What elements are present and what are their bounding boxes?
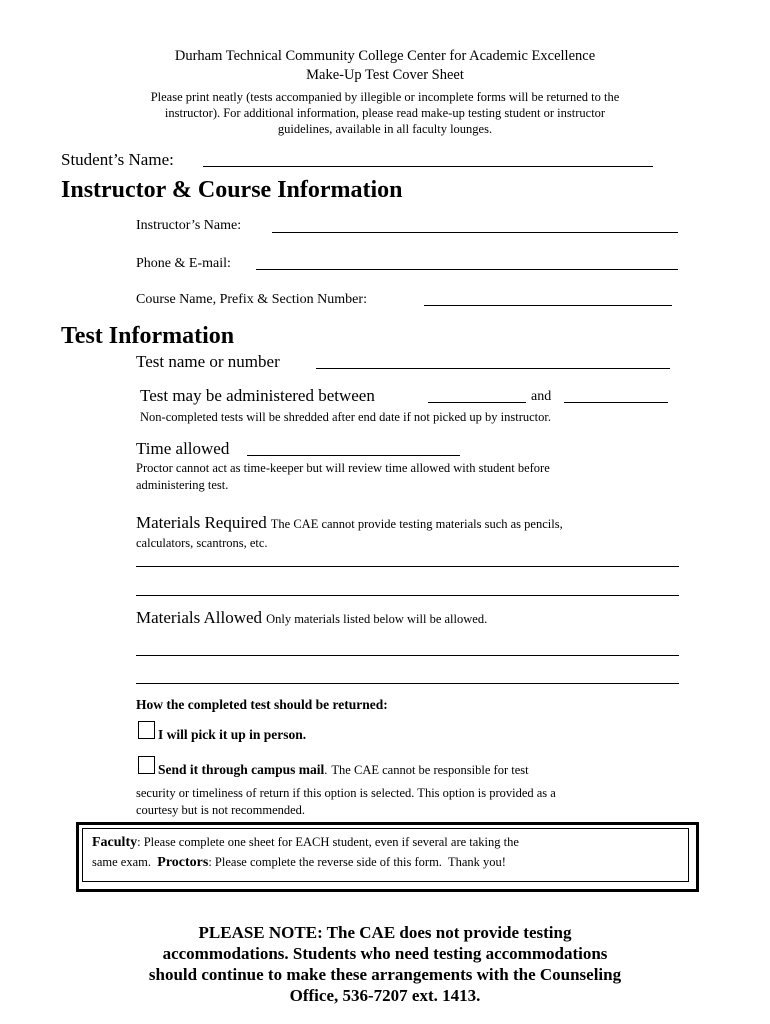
end-date-field[interactable] [564,402,668,403]
bottom-note-line-1: PLEASE NOTE: The CAE does not provide testing [198,923,572,942]
materials-allowed-label: Materials Allowed [136,608,263,627]
faculty-line-1 [92,835,519,851]
return-heading: How the completed test should be returned: [136,697,388,712]
administered-between-label: Test may be administered between [140,386,375,405]
campus-mail-row [158,761,529,779]
materials-required-row [136,513,563,533]
materials-allowed-note: Only materials listed below will be allowed. [266,612,488,626]
course-field[interactable] [424,305,672,306]
proctors-text: : Please complete the reverse side of this form. Thank you! [208,855,506,869]
instructor-name-field[interactable] [272,232,678,233]
form-title: Durham Technical Community College Center for Academic Excellence [174,48,596,64]
instructions-line-3: guidelines, available in all faculty lounges. [277,122,493,136]
pickup-checkbox[interactable] [138,721,155,739]
instructions-line-1: Please print neatly (tests accompanied by illegible or incomplete forms will be returned to the [150,90,620,104]
faculty-label: Faculty [92,835,138,850]
faculty-line-2 [92,855,506,871]
faculty-line-2-start: same exam. [92,855,158,869]
campus-mail-note-line-2: security or timeliness of return if this option is selected. This option is provided as a [136,786,556,800]
materials-allowed-field-2[interactable] [136,683,679,684]
test-name-field[interactable] [316,368,670,369]
proctor-note-line-1: Proctor cannot act as time-keeper but will review time allowed with student before [136,461,550,475]
materials-required-note: The CAE cannot provide testing materials such as pencils, [270,517,563,531]
campus-mail-label: Send it through campus mail [158,762,325,777]
time-allowed-field[interactable] [247,455,460,456]
form-subtitle: Make-Up Test Cover Sheet [306,67,464,83]
bottom-note-line-4: Office, 536-7207 ext. 1413. [289,986,481,1005]
campus-mail-checkbox[interactable] [138,756,155,774]
instructions-line-2: instructor). For additional information, please read make-up testing student or instructor [164,106,606,120]
test-name-label: Test name or number [136,352,280,371]
materials-allowed-field-1[interactable] [136,655,679,656]
bottom-note-line-2: accommodations. Students who need testing accommodations [162,944,608,963]
campus-mail-period: . [324,763,328,777]
shred-note: Non-completed tests will be shredded after end date if not picked up by instructor. [140,410,551,424]
materials-allowed-row [136,608,487,628]
student-name-label: Student’s Name: [61,150,174,169]
start-date-field[interactable] [428,402,526,403]
proctors-label: Proctors [157,855,209,870]
campus-mail-note: The CAE cannot be responsible for test [331,763,529,777]
instructor-section-heading: Instructor & Course Information [61,177,403,203]
materials-required-field-1[interactable] [136,566,679,567]
test-section-heading: Test Information [61,323,235,349]
and-label: and [531,389,552,404]
faculty-text: : Please complete one sheet for EACH student, even if several are taking the [137,835,519,849]
time-allowed-label: Time allowed [136,439,230,458]
campus-mail-note-line-3: courtesy but is not recommended. [136,803,306,817]
student-name-field[interactable] [203,166,653,167]
pickup-label: I will pick it up in person. [158,727,307,742]
materials-required-field-2[interactable] [136,595,679,596]
proctor-note-line-2: administering test. [136,478,229,492]
instructor-name-label: Instructor’s Name: [136,218,242,233]
course-label: Course Name, Prefix & Section Number: [136,292,367,307]
materials-required-label: Materials Required [136,513,267,532]
bottom-note-line-3: should continue to make these arrangements with the Counseling [148,965,622,984]
materials-required-note-line-2: calculators, scantrons, etc. [136,536,268,550]
phone-email-field[interactable] [256,269,678,270]
phone-email-label: Phone & E-mail: [136,256,231,271]
